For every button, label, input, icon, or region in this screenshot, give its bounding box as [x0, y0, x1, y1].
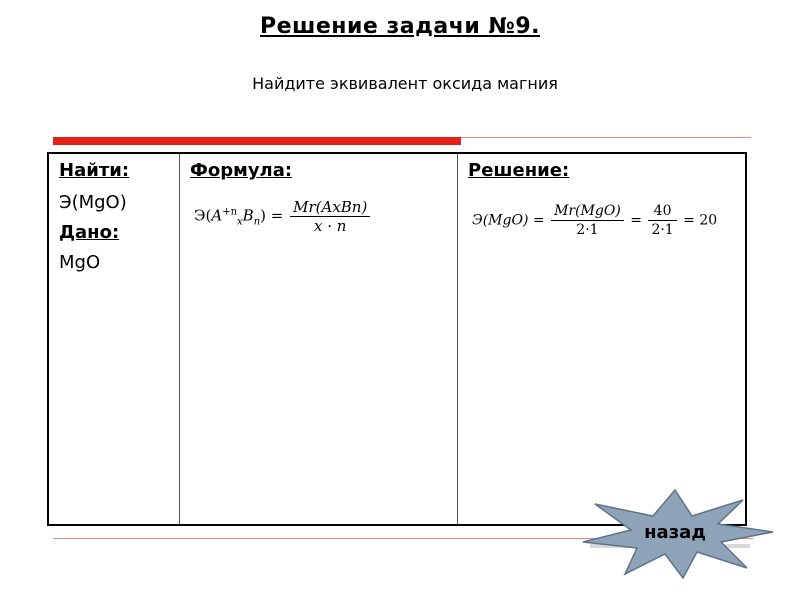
find-given-column	[49, 154, 180, 524]
slide-title: Решение задачи №9.	[259, 14, 541, 39]
solution-lhs: Э(MgO)	[472, 212, 529, 229]
solution-fraction-2	[648, 202, 676, 239]
formula-lhs-a-sup: +n	[222, 206, 238, 218]
solution-denominator-1: 2·1	[576, 222, 599, 238]
solution-column	[458, 154, 745, 524]
formula-lhs-a: A	[211, 206, 223, 225]
find-value: Э(MgO)	[59, 192, 127, 213]
formula-denominator: x · n	[314, 217, 347, 235]
back-label: назад	[644, 522, 706, 543]
formula-column	[180, 154, 458, 524]
solution-result: 20	[699, 212, 718, 229]
given-header: Дано:	[59, 222, 120, 243]
decorative-thin-line	[461, 137, 751, 138]
formula-lhs-a-sub: x	[237, 216, 243, 228]
slide-subtitle: Найдите эквивалент оксида магния	[252, 74, 558, 93]
solution-numerator-1: Mr(MgO)	[551, 202, 624, 221]
given-value: MgO	[59, 252, 101, 273]
formula-lhs-b-sub: n	[253, 216, 261, 228]
formula-fraction	[290, 198, 370, 235]
back-button[interactable]	[575, 486, 775, 581]
solution-fraction-1	[551, 202, 624, 239]
solution-table	[47, 152, 747, 526]
formula-lhs-symbol: Э	[194, 206, 206, 225]
formula-header: Формула:	[190, 160, 293, 181]
solution-denominator-2: 2·1	[651, 222, 674, 238]
decorative-red-bar	[53, 137, 461, 145]
find-header: Найти:	[59, 160, 130, 181]
equivalent-formula: $Э(A^{+n}_xB_n)$ = $\frac{\text{Mr(AxBn)}}{x \cdot n}$	[194, 198, 372, 235]
formula-lhs-b: B	[242, 206, 254, 225]
solution-header: Решение:	[468, 160, 570, 181]
solution-formula: Э(MgO) = $\frac{\text{Mr(MgO)}}{2\cdot 1}$ = $\frac{40}{2\cdot 1}$ = 20	[472, 203, 718, 238]
solution-numerator-2: 40	[648, 202, 676, 221]
formula-numerator: Mr(AxBn)	[290, 198, 370, 217]
